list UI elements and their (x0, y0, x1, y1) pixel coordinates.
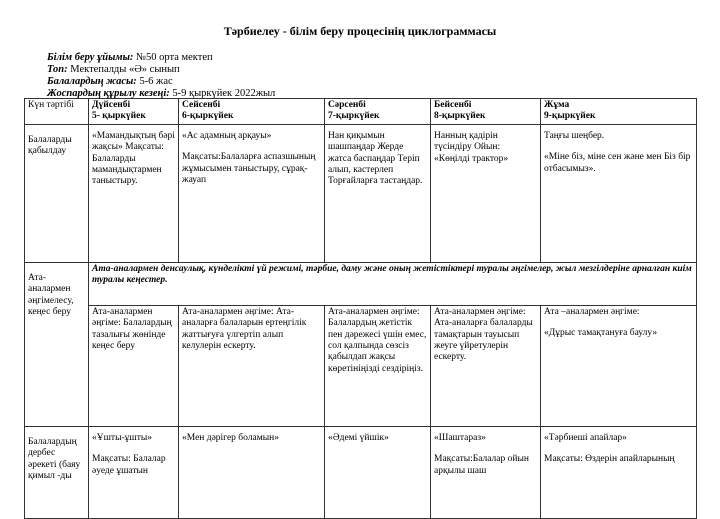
table-row (25, 305, 697, 426)
meta-period: Жоспардың құрылу кезеңі: 5-9 қыркүйек 2022жыл (47, 88, 276, 99)
cell-reception-thursday: Нанның қадірін түсіндіру Ойын: «Көңілді трактор» (431, 124, 541, 262)
table-row (25, 124, 697, 262)
header-tuesday: Сейсенбі 6-қыркүйек (179, 99, 325, 125)
cell-parents-friday: Ата –аналармен әңгіме: «Дұрыс тамақтануға баулу» (541, 305, 697, 426)
row-label-parents: Ата-аналармен әңгімелесу, кеңес беру (25, 262, 89, 426)
meta-group: Топ: Мектепалды «Ә» сынып (47, 64, 180, 75)
cell-reception-monday: «Мамандықтың бәрі жақсы» Мақсаты: Балаларды мамандықтармен таныстыру. (89, 124, 179, 262)
cell-parents-tuesday: Ата-аналармен әңгіме: Ата-аналарға балаларын ертеңгілік жаттығуға үлгертіп алып келулерін ескерту. (179, 305, 325, 426)
cell-activity-thursday: «Шаштараз» Мақсаты:Балалар ойын арқылы шаш (431, 426, 541, 518)
cell-activity-tuesday: «Мен дәрігер боламын» (179, 426, 325, 518)
header-thursday: Бейсенбі 8-қыркүйек (431, 99, 541, 125)
cell-parents-monday: Ата-аналармен әңгіме: Балалардың тазалығы жөнінде кеңес беру (89, 305, 179, 426)
cell-parents-wednesday: Ата-аналармен әңгіме: Балалардың жетістік пен дәрежесі үшін емес, сол қалпында сөзсіз қабылдап жақсы көретініңізді сездіріңіз. (325, 305, 431, 426)
cell-reception-friday: Таңғы шеңбер. «Міне біз, міне сен және мен Біз бір отбасымыз». (541, 124, 697, 262)
parents-topic: Ата-аналармен денсаулық, күнделікті үй режимі, тәрбие, даму және оның жетістіктері туралы әңгімелер, жыл мезгілдеріне арналған киім туралы кеңестер. (89, 262, 697, 305)
header-friday: Жұма 9-қыркүйек (541, 99, 697, 125)
table-header-row (25, 99, 697, 125)
cell-activity-friday: «Тәрбиеші апайлар» Мақсаты: Өздерін апайларының (541, 426, 697, 518)
meta-organization: Білім беру ұйымы: №50 орта мектеп (47, 52, 213, 63)
schedule-table (24, 98, 697, 519)
document-title: Тәрбиелеу - білім беру процесінің циклограммасы (223, 24, 497, 38)
cell-reception-tuesday: «Ас адамның арқауы» Мақсаты:Балаларға аспазшының жұмысымен таныстыру, сұрақ-жауап (179, 124, 325, 262)
cell-parents-thursday: Ата-аналармен әңгіме: Ата-аналарға балаларды тамақтарын тауысып жеуге үйретулерін ескерту. (431, 305, 541, 426)
plan-meta (47, 52, 275, 100)
table-row (25, 262, 697, 305)
table-row (25, 426, 697, 518)
cell-activity-wednesday: «Әдемі үйшік» (325, 426, 431, 518)
meta-age: Балалардың жасы: 5-6 жас (47, 76, 173, 87)
row-label-activity: Балалардың дербес әрекеті (баяу қимыл -ды (25, 426, 89, 518)
header-monday: Дүйсенбі 5- қыркүйек (89, 99, 179, 125)
header-wednesday: Сәрсенбі 7-қыркүйек (325, 99, 431, 125)
header-daily-routine: Күн тәртібі (25, 99, 89, 125)
row-label-reception: Балаларды қабылдау (25, 124, 89, 262)
cell-activity-monday: «Ұшты-ұшты» Мақсаты: Балалар әуеде ұшатын (89, 426, 179, 518)
cell-reception-wednesday: Нан қиқымын шашпаңдар Жерде жатса баспаңдар Теріп алып, кастерлеп Торғайларға тастаңдар. (325, 124, 431, 262)
